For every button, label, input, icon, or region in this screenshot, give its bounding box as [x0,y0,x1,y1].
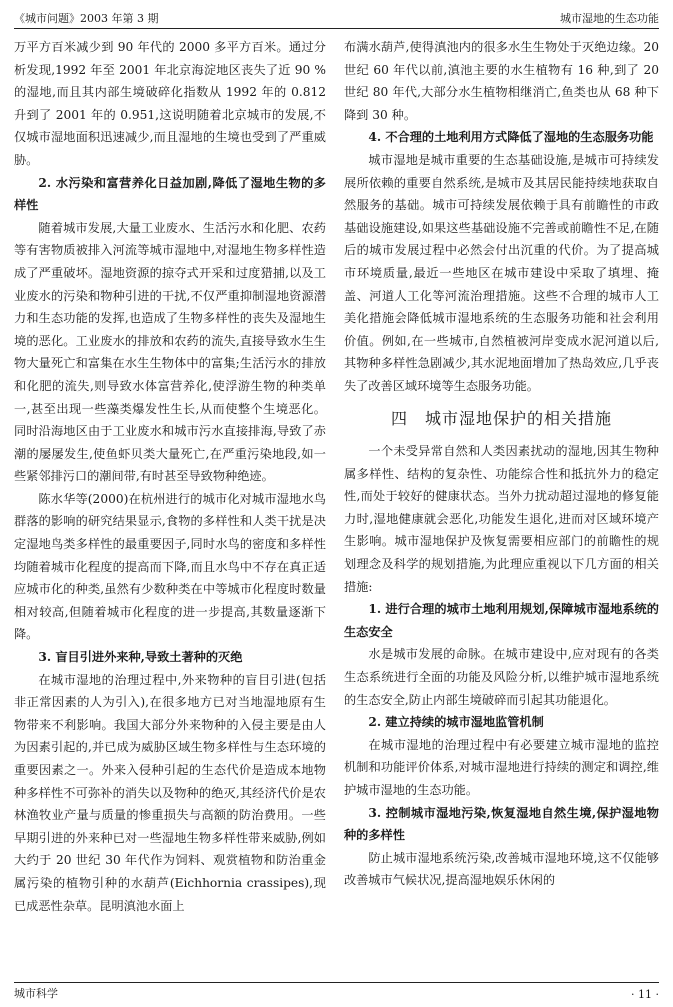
article-topic: 城市湿地的生态功能 [560,12,659,25]
paragraph-continuation: 布满水葫芦,使得滇池内的很多水生生物处于灭绝边缘。20 世纪 60 年代以前,滇池主要的水生植物有 16 种,到了 20 世纪 80 年代,大部分水生植物相继消亡,鱼类也从 68 种下降到 30 种。 [344,40,659,122]
journal-issue: 《城市问题》2003 年第 3 期 [14,12,159,25]
running-header [14,8,659,28]
subsection-heading: 2. 建立持续的城市湿地监管机制 [368,715,544,730]
left-column [14,36,326,977]
subsection-heading: 3. 控制城市湿地污染,恢复湿地自然生境,保护湿地物种的多样性 [344,805,659,843]
paragraph: 陈水华等(2000)在杭州进行的城市化对城市湿地水鸟群落的影响的研究结果显示,食物的多样性和人类干扰是决定湿地鸟类多样性的最重要因子,同时水鸟的密度和多样性均随着城市化程度的提高而下降,而且水鸟中不存在真正适应城市化的种类,虽然有少数种类在中等城市化程度时数量相对较高,但随着城市化程度的进一步提高,其数量逐渐下降。 [14,491,326,642]
footer-section: 城市科学 [14,987,58,1000]
page-number: · 11 · [631,988,659,1001]
paragraph: 防止城市湿地系统污染,改善城市湿地环境,这不仅能够改善城市气候状况,提高湿地娱乐休闲的 [344,850,659,888]
paragraph: 水是城市发展的命脉。在城市建设中,应对现有的各类生态系统进行全面的功能及风险分析,以维护城市湿地系统的生态安全,防止内部生境破碎而引起其功能退化。 [344,647,659,707]
subsection-heading: 3. 盲目引进外来种,导致土著种的灭绝 [38,650,243,665]
paragraph-continuation: 万平方百米减少到 90 年代的 2000 多平方百米。通过分析发现,1992 年至 2001 年北京海淀地区丧失了近 90 %的湿地,而且其内部生境破碎化指数从 1992 年的 0.812 升到了 2001 年的 0.951,这说明随着北京城市的发展,不仅城市湿地面积迅速减少,而且湿地的生境也受到了严重威胁。 [14,40,326,167]
right-column [344,36,659,977]
paragraph: 城市湿地是城市重要的生态基础设施,是城市可持续发展所依赖的重要自然系统,是城市及其居民能持续地获取自然服务的基础。城市可持续发展依赖于具有前瞻性的市政基础设施建设,如果这些基础设施不完善或前瞻性不足,在随后的城市发展过程中必然会付出沉重的代价。为了提高城市环境质量,最近一些地区在城市建设中采取了填埋、掩盖、河道人工化等河流治理措施。这些不合理的城市人工美化措施会降低城市湿地系统的生态服务功能和社会利用价值。例如,在一些城市,自然植被河岸变成水泥河道以后,其物种多样性急剧减少,其水泥地面增加了热岛效应,几乎丧失了改善区域环境等生态服务功能。 [344,152,659,393]
paragraph: 随着城市发展,大量工业废水、生活污水和化肥、农药等有害物质被排入河流等城市湿地中,对湿地生物多样性造成了严重破坏。湿地资源的掠夺式开采和过度猎捕,以及工业废水的污染和物种引进的干扰,不仅严重抑制湿地资源潜力和生态功能的发挥,也造成了生物多样性的丧失及湿地生境的恶化。工业废水的排放和农药的流失,直接导致水生生物大量死亡和富集在水生生物体中的富集;生活污水的排放和化肥的流失,则导致水体富营养化,使浮游生物的种类单一,甚至出现一些藻类爆发性生长,从而使整个生境恶化。同时沿海地区由于工业废水和城市污水直接排海,导致了赤潮的屡屡发生,使鱼虾贝类大量死亡,在严重污染地段,如一些紧邻排污口的潮间带,有时甚至导致物种绝迹。 [14,220,326,484]
running-footer [14,985,659,1001]
footer-rule [14,982,659,983]
header-rule [14,28,659,29]
section-heading: 四 城市湿地保护的相关措施 [390,408,612,428]
paragraph: 在城市湿地的治理过程中有必要建立城市湿地的监控机制和功能评价体系,对城市湿地进行持续的测定和调控,维护城市湿地的生态功能。 [344,737,659,797]
subsection-heading: 1. 进行合理的城市土地利用规划,保障城市湿地系统的生态安全 [344,602,659,639]
paragraph: 一个未受异常自然和人类因素扰动的湿地,因其生物种属多样性、结构的复杂性、功能综合性和抵抗外力的稳定性,而处于较好的健康状态。当外力扰动超过湿地的修复能力时,湿地健康就会恶化,功能发生退化,进而对区域环境产生影响。城市湿地保护及恢复需要相应部门的前瞻性的规划理念及科学的规划措施,为此理应重视以下几方面的相关措施: [344,444,659,594]
subsection-heading: 2. 水污染和富营养化日益加剧,降低了湿地生物的多样性 [14,175,326,213]
paragraph: 在城市湿地的治理过程中,外来物种的盲目引进(包括非正常因素的人为引入),在很多地方已对当地湿地原有生物带来不利影响。我国大部分外来物种的入侵主要是由人为因素引起的,并已成为威胁区域生物多样性与生态环境的重要因素之一。外来入侵种引起的生态代价是造成本地物种多样性不可弥补的消失以及物种的绝灭,其经济代价是农林渔牧业产量与质量的惨重损失与高额的防治费用。一些早期引进的外来种已对一些湿地生物多样性带来威胁,例如大约于 20 世纪 30 年代作为饲料、观赏植物和防治重金属污染的植物引种的水葫芦(Eichhornia crassipes),现已成恶性杂草。昆明滇池水面上 [14,672,326,913]
subsection-heading: 4. 不合理的土地利用方式降低了湿地的生态服务功能 [368,130,654,145]
